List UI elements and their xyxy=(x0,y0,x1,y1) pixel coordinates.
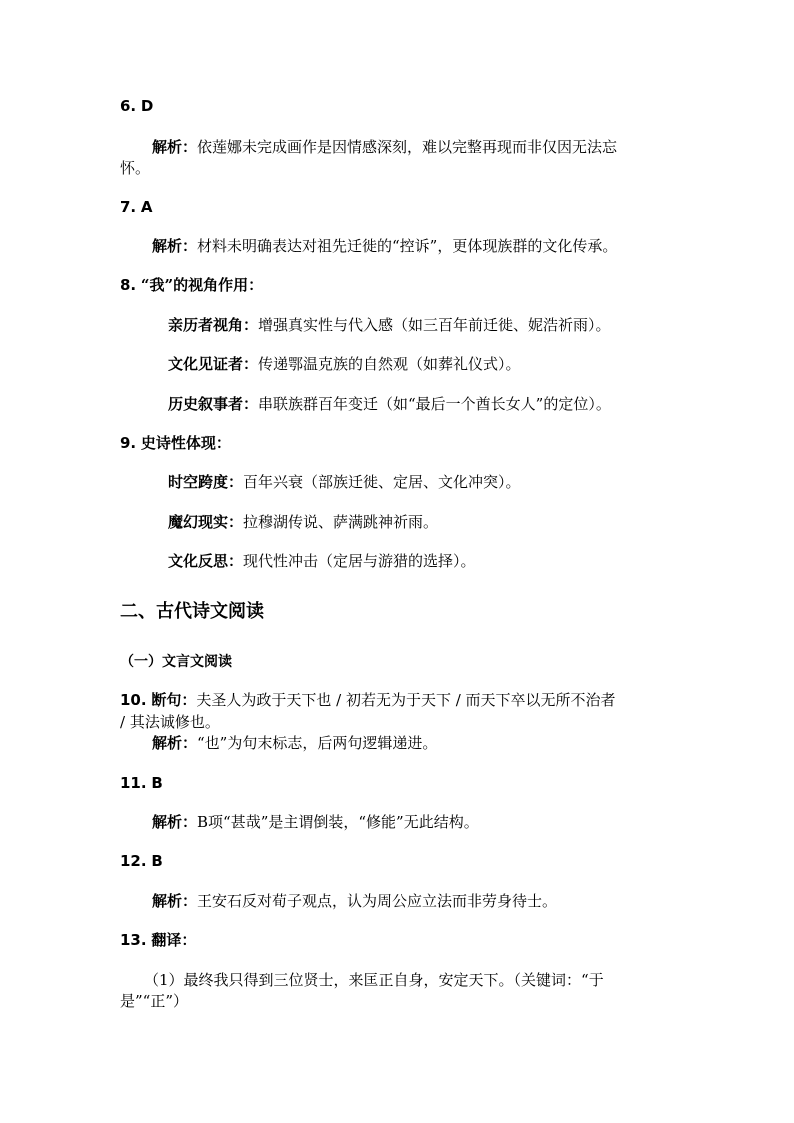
q9-item: 魔幻现实：拉穆湖传说、萨满跳神祈雨。 xyxy=(168,513,439,531)
q13-title: 翻译： xyxy=(151,931,197,949)
q10-line-cont: / 其法诚修也。 xyxy=(120,713,220,731)
q8-title: “我”的视角作用： xyxy=(140,276,264,294)
q8-item: 历史叙事者：串联族群百年变迁（如“最后一个酋长女人”的定位）。 xyxy=(168,395,611,413)
q9-title: 史诗性体现： xyxy=(140,434,231,452)
q6-analysis-cont: 怀。 xyxy=(120,159,151,177)
q7-heading: 7. A xyxy=(120,198,153,216)
q9-heading: 9. 史诗性体现： xyxy=(120,434,231,452)
section-title: 二、古代诗文阅读 xyxy=(120,601,264,622)
q8-heading: 8. “我”的视角作用： xyxy=(120,276,264,294)
q12-answer: B xyxy=(151,852,163,870)
q7-answer: A xyxy=(140,198,153,216)
q11-answer: B xyxy=(151,774,163,792)
q13-heading: 13. 翻译： xyxy=(120,931,197,949)
q10-analysis: 解析：“也”为句末标志，后两句逻辑递进。 xyxy=(152,734,438,752)
q9-item: 时空跨度：百年兴衰（部族迁徙、定居、文化冲突）。 xyxy=(168,473,521,491)
q6-answer: D xyxy=(140,97,154,115)
q8-item: 亲历者视角：增强真实性与代入感（如三百年前迁徙、妮浩祈雨）。 xyxy=(168,316,611,334)
q13-translation: （1）最终我只得到三位贤士，来匡正自身，安定天下。（关键词：“于 xyxy=(144,971,604,989)
q6-analysis: 解析：依莲娜未完成画作是因情感深刻，难以完整再现而非仅因无法忘 xyxy=(152,138,618,156)
q10-line: 10. 断句：夫圣人为政于天下也 / 初若无为于天下 / 而天下卒以无所不治者 xyxy=(120,691,616,709)
q7-analysis: 解析：材料未明确表达对祖先迁徙的“控诉”，更体现族群的文化传承。 xyxy=(152,237,618,255)
subsection-title: （一）文言文阅读 xyxy=(120,654,232,670)
q11-analysis: 解析：B项“甚哉”是主谓倒装，“修能”无此结构。 xyxy=(152,813,479,831)
q11-heading: 11. B xyxy=(120,774,163,792)
q6-heading: 6. D xyxy=(120,97,154,115)
q13-translation-cont: 是”“正”） xyxy=(120,992,189,1010)
q8-item: 文化见证者：传递鄂温克族的自然观（如葬礼仪式）。 xyxy=(168,355,521,373)
q9-item: 文化反思：现代性冲击（定居与游猎的选择）。 xyxy=(168,552,476,570)
q12-analysis: 解析：王安石反对荀子观点，认为周公应立法而非劳身待士。 xyxy=(152,892,558,910)
q12-heading: 12. B xyxy=(120,852,163,870)
